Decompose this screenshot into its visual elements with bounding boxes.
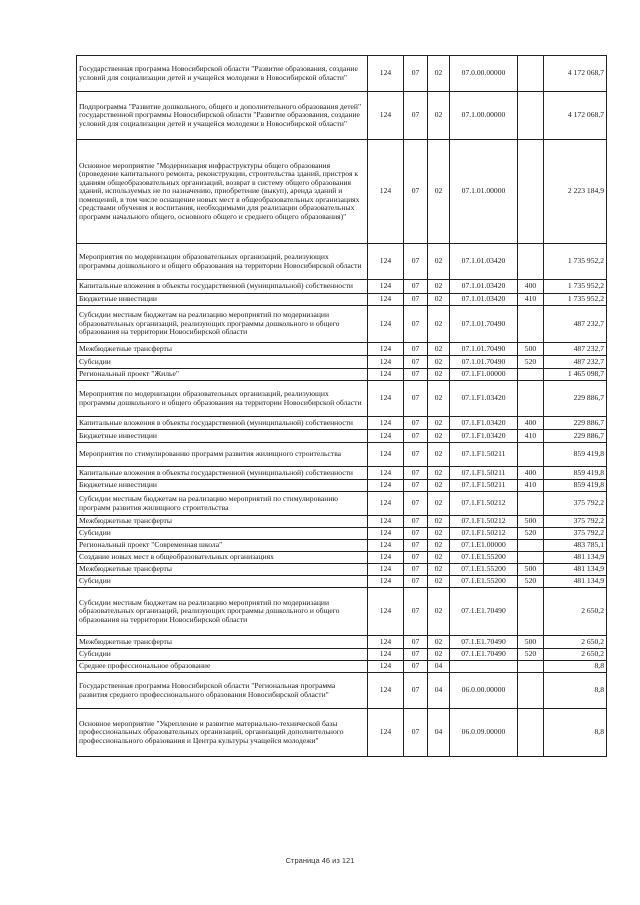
row-grbs: 124 [368, 480, 404, 492]
row-subsection: 02 [428, 356, 450, 369]
row-amount: 229 886,7 [544, 417, 607, 430]
row-name: Капитальные вложения в объекты государственной (муниципальной) собственности [77, 467, 368, 480]
row-expense-type [518, 140, 544, 244]
row-expense-type [518, 552, 544, 564]
row-target-article: 07.1.F1.03420 [450, 417, 518, 430]
row-amount: 375 792,2 [544, 516, 607, 528]
row-expense-type [518, 92, 544, 140]
row-subsection: 02 [428, 492, 450, 516]
row-grbs: 124 [368, 661, 404, 673]
row-amount: 375 792,2 [544, 528, 607, 540]
row-amount: 859 419,8 [544, 467, 607, 480]
row-expense-type: 410 [518, 480, 544, 492]
row-subsection: 02 [428, 480, 450, 492]
row-target-article: 06.0.09.00000 [450, 709, 518, 757]
row-section: 07 [404, 540, 428, 552]
row-subsection: 02 [428, 576, 450, 588]
row-amount: 483 785,1 [544, 540, 607, 552]
table-row [77, 306, 607, 343]
row-amount: 2 650,2 [544, 588, 607, 636]
row-amount: 2 650,2 [544, 636, 607, 649]
row-target-article: 07.1.F1.50211 [450, 467, 518, 480]
row-amount: 1 465 098,7 [544, 369, 607, 381]
row-subsection: 02 [428, 92, 450, 140]
row-expense-type [518, 709, 544, 757]
row-expense-type: 520 [518, 576, 544, 588]
row-expense-type: 500 [518, 516, 544, 528]
table-row [77, 516, 607, 528]
table-row [77, 673, 607, 709]
row-name: Основное мероприятие "Модернизация инфраструктуры общего образования (проведение капитального ремонта, реконструкции, строительства зданий, пристроя к зданиям общеобразовательных организаций, возврат в систему общего образования зданий, используемых не по назначению, приобретение (выкуп), аренда зданий и помещений, в том числе оснащение новых мест в общеобразовательных организациях средствами обучения и воспитания, необходимыми для реализации образовательных программ начального общего, основного общего и среднего общего образования)" [77, 140, 368, 244]
row-grbs: 124 [368, 280, 404, 294]
row-target-article: 07.1.01.03420 [450, 294, 518, 306]
row-amount: 2 650,2 [544, 649, 607, 661]
row-expense-type [518, 369, 544, 381]
row-grbs: 124 [368, 467, 404, 480]
table-row [77, 467, 607, 480]
row-name: Субсидии [77, 356, 368, 369]
row-subsection: 02 [428, 636, 450, 649]
row-section: 07 [404, 576, 428, 588]
row-target-article: 07.1.F1.00000 [450, 369, 518, 381]
row-name: Региональный проект "Современная школа" [77, 540, 368, 552]
row-expense-type [518, 588, 544, 636]
table-row [77, 294, 607, 306]
row-section: 07 [404, 443, 428, 467]
row-amount: 375 792,2 [544, 492, 607, 516]
row-expense-type [518, 306, 544, 343]
table-row [77, 356, 607, 369]
row-expense-type [518, 443, 544, 467]
row-grbs: 124 [368, 381, 404, 417]
row-amount: 4 172 068,7 [544, 56, 607, 92]
row-section: 07 [404, 516, 428, 528]
row-target-article: 07.1.F1.50211 [450, 443, 518, 467]
row-amount: 4 172 068,7 [544, 92, 607, 140]
row-target-article: 07.1.01.03420 [450, 244, 518, 280]
row-expense-type: 500 [518, 343, 544, 356]
row-name: Государственная программа Новосибирской области "Региональная программа развития среднего профессионального образования Новосибирской области" [77, 673, 368, 709]
row-expense-type: 520 [518, 356, 544, 369]
row-subsection: 02 [428, 381, 450, 417]
table-row [77, 92, 607, 140]
table-row [77, 343, 607, 356]
row-expense-type [518, 381, 544, 417]
row-subsection: 02 [428, 417, 450, 430]
row-amount: 1 735 952,2 [544, 280, 607, 294]
table-body [77, 56, 607, 757]
table-row [77, 588, 607, 636]
table-row [77, 244, 607, 280]
table-row [77, 443, 607, 467]
row-amount: 487 232,7 [544, 306, 607, 343]
row-name: Межбюджетные трансферты [77, 636, 368, 649]
row-section: 07 [404, 661, 428, 673]
row-grbs: 124 [368, 552, 404, 564]
row-amount: 229 886,7 [544, 381, 607, 417]
row-name: Основное мероприятие "Укрепление и развитие материально-технической базы профессиональных образовательных организаций, организаций дополнительного профессионального образования и Центра культуры учащейся молодежи" [77, 709, 368, 757]
row-subsection: 04 [428, 673, 450, 709]
row-grbs: 124 [368, 56, 404, 92]
row-grbs: 124 [368, 576, 404, 588]
row-expense-type: 500 [518, 636, 544, 649]
row-grbs: 124 [368, 492, 404, 516]
row-section: 07 [404, 244, 428, 280]
row-section: 07 [404, 430, 428, 443]
row-amount: 859 419,8 [544, 480, 607, 492]
table-row [77, 56, 607, 92]
row-section: 07 [404, 492, 428, 516]
row-target-article: 07.1.01.00000 [450, 140, 518, 244]
row-grbs: 124 [368, 443, 404, 467]
row-target-article: 07.1.E1.55200 [450, 552, 518, 564]
table-row [77, 649, 607, 661]
row-section: 07 [404, 381, 428, 417]
row-target-article: 07.1.E1.70490 [450, 636, 518, 649]
row-subsection: 02 [428, 467, 450, 480]
row-name: Бюджетные инвестиции [77, 294, 368, 306]
row-subsection: 02 [428, 516, 450, 528]
table-row [77, 381, 607, 417]
row-name: Среднее профессиональное образование [77, 661, 368, 673]
row-expense-type [518, 540, 544, 552]
row-subsection: 02 [428, 588, 450, 636]
table-row [77, 430, 607, 443]
row-expense-type: 400 [518, 467, 544, 480]
row-section: 07 [404, 649, 428, 661]
row-grbs: 124 [368, 140, 404, 244]
row-subsection: 02 [428, 306, 450, 343]
row-amount: 487 232,7 [544, 343, 607, 356]
row-section: 07 [404, 552, 428, 564]
row-target-article [450, 661, 518, 673]
row-section: 07 [404, 673, 428, 709]
row-target-article: 07.1.01.03420 [450, 280, 518, 294]
row-grbs: 124 [368, 306, 404, 343]
row-subsection: 02 [428, 343, 450, 356]
table-row [77, 417, 607, 430]
row-name: Межбюджетные трансферты [77, 343, 368, 356]
row-target-article: 07.0.00.00000 [450, 56, 518, 92]
table-row [77, 552, 607, 564]
row-amount: 859 419,8 [544, 443, 607, 467]
row-section: 07 [404, 369, 428, 381]
row-target-article: 07.1.01.70490 [450, 343, 518, 356]
row-subsection: 02 [428, 56, 450, 92]
row-name: Субсидии местным бюджетам на реализацию мероприятий по модернизации образовательных организаций, реализующих программы дошкольного и общего образования на территории Новосибирской области [77, 588, 368, 636]
row-target-article: 07.1.F1.50212 [450, 516, 518, 528]
row-grbs: 124 [368, 709, 404, 757]
budget-table [76, 55, 607, 757]
row-section: 07 [404, 92, 428, 140]
row-section: 07 [404, 140, 428, 244]
row-name: Государственная программа Новосибирской области "Развитие образования, создание условий для социализации детей и учащейся молодежи в Новосибирской области" [77, 56, 368, 92]
row-grbs: 124 [368, 673, 404, 709]
row-subsection: 02 [428, 528, 450, 540]
row-amount: 481 134,9 [544, 564, 607, 576]
row-target-article: 07.1.E1.55200 [450, 564, 518, 576]
row-grbs: 124 [368, 244, 404, 280]
row-grbs: 124 [368, 92, 404, 140]
table-row [77, 540, 607, 552]
row-amount: 481 134,9 [544, 576, 607, 588]
row-target-article: 07.1.F1.50211 [450, 480, 518, 492]
row-amount: 487 232,7 [544, 356, 607, 369]
table-row [77, 709, 607, 757]
row-subsection: 02 [428, 540, 450, 552]
row-name: Субсидии [77, 649, 368, 661]
row-subsection: 02 [428, 369, 450, 381]
row-expense-type: 500 [518, 564, 544, 576]
row-name: Мероприятия по модернизации образовательных организаций, реализующих программы дошкольного и общего образования на территории Новосибирской области [77, 381, 368, 417]
row-amount: 8,8 [544, 673, 607, 709]
row-name: Создание новых мест в общеобразовательных организациях [77, 552, 368, 564]
row-subsection: 02 [428, 649, 450, 661]
row-target-article: 07.1.E1.70490 [450, 588, 518, 636]
table-row [77, 576, 607, 588]
row-name: Бюджетные инвестиции [77, 480, 368, 492]
row-grbs: 124 [368, 516, 404, 528]
table-row [77, 636, 607, 649]
row-grbs: 124 [368, 540, 404, 552]
row-section: 07 [404, 636, 428, 649]
row-expense-type [518, 244, 544, 280]
row-name: Подпрограмма "Развитие дошкольного, общего и дополнительного образования детей" государственной программы Новосибирской области "Развитие образования, создание условий для социализации детей и учащейся молодежи в Новосибирской области" [77, 92, 368, 140]
row-amount: 229 886,7 [544, 430, 607, 443]
row-expense-type: 520 [518, 528, 544, 540]
row-target-article: 07.1.F1.50212 [450, 528, 518, 540]
row-grbs: 124 [368, 564, 404, 576]
row-amount: 8,8 [544, 709, 607, 757]
row-section: 07 [404, 588, 428, 636]
row-grbs: 124 [368, 294, 404, 306]
row-section: 07 [404, 709, 428, 757]
row-amount: 1 735 952,2 [544, 294, 607, 306]
row-subsection: 02 [428, 564, 450, 576]
row-expense-type [518, 492, 544, 516]
row-subsection: 02 [428, 552, 450, 564]
row-name: Межбюджетные трансферты [77, 564, 368, 576]
row-subsection: 04 [428, 709, 450, 757]
row-section: 07 [404, 56, 428, 92]
row-section: 07 [404, 280, 428, 294]
row-subsection: 04 [428, 661, 450, 673]
row-name: Мероприятия по модернизации образовательных организаций, реализующих программы дошкольного и общего образования на территории Новосибирской области [77, 244, 368, 280]
row-subsection: 02 [428, 280, 450, 294]
row-name: Субсидии [77, 576, 368, 588]
row-expense-type: 410 [518, 430, 544, 443]
row-target-article: 07.1.F1.50212 [450, 492, 518, 516]
row-subsection: 02 [428, 140, 450, 244]
row-grbs: 124 [368, 528, 404, 540]
table-row [77, 369, 607, 381]
row-expense-type: 410 [518, 294, 544, 306]
row-expense-type: 400 [518, 280, 544, 294]
row-section: 07 [404, 480, 428, 492]
row-target-article: 07.1.E1.00000 [450, 540, 518, 552]
row-name: Мероприятия по стимулированию программ развития жилищного строительства [77, 443, 368, 467]
row-section: 07 [404, 356, 428, 369]
row-grbs: 124 [368, 588, 404, 636]
table-row [77, 564, 607, 576]
table-row [77, 528, 607, 540]
row-section: 07 [404, 306, 428, 343]
page-number: Страница 46 из 121 [285, 856, 355, 865]
row-name: Капитальные вложения в объекты государственной (муниципальной) собственности [77, 417, 368, 430]
row-name: Субсидии [77, 528, 368, 540]
row-expense-type: 520 [518, 649, 544, 661]
row-subsection: 02 [428, 294, 450, 306]
row-name: Субсидии местным бюджетам на реализацию мероприятий по стимулированию программ развития жилищного строительства [77, 492, 368, 516]
row-expense-type [518, 56, 544, 92]
row-grbs: 124 [368, 356, 404, 369]
row-amount: 8,8 [544, 661, 607, 673]
row-target-article: 07.1.E1.55200 [450, 576, 518, 588]
table-row [77, 661, 607, 673]
row-target-article: 07.1.01.70490 [450, 356, 518, 369]
row-subsection: 02 [428, 244, 450, 280]
row-target-article: 07.1.01.70490 [450, 306, 518, 343]
row-subsection: 02 [428, 430, 450, 443]
row-target-article: 07.1.00.00000 [450, 92, 518, 140]
table-row [77, 480, 607, 492]
row-grbs: 124 [368, 649, 404, 661]
row-target-article: 07.1.E1.70490 [450, 649, 518, 661]
row-grbs: 124 [368, 417, 404, 430]
row-amount: 481 134,9 [544, 552, 607, 564]
row-section: 07 [404, 564, 428, 576]
row-expense-type [518, 673, 544, 709]
row-grbs: 124 [368, 430, 404, 443]
row-name: Бюджетные инвестиции [77, 430, 368, 443]
row-target-article: 07.1.F1.03420 [450, 430, 518, 443]
row-section: 07 [404, 343, 428, 356]
table-row [77, 280, 607, 294]
row-grbs: 124 [368, 369, 404, 381]
row-name: Капитальные вложения в объекты государственной (муниципальной) собственности [77, 280, 368, 294]
row-grbs: 124 [368, 636, 404, 649]
row-expense-type: 400 [518, 417, 544, 430]
row-section: 07 [404, 528, 428, 540]
table-row [77, 140, 607, 244]
row-amount: 2 223 184,9 [544, 140, 607, 244]
row-name: Межбюджетные трансферты [77, 516, 368, 528]
row-subsection: 02 [428, 443, 450, 467]
row-name: Субсидии местным бюджетам на реализацию мероприятий по модернизации образовательных организаций, реализующих программы дошкольного и общего образования на территории Новосибирской области [77, 306, 368, 343]
row-grbs: 124 [368, 343, 404, 356]
row-section: 07 [404, 417, 428, 430]
row-amount: 1 735 952,2 [544, 244, 607, 280]
row-target-article: 07.1.F1.03420 [450, 381, 518, 417]
row-section: 07 [404, 467, 428, 480]
table-row [77, 492, 607, 516]
row-expense-type [518, 661, 544, 673]
row-target-article: 06.0.00.00000 [450, 673, 518, 709]
row-section: 07 [404, 294, 428, 306]
row-name: Региональный проект "Жилье" [77, 369, 368, 381]
